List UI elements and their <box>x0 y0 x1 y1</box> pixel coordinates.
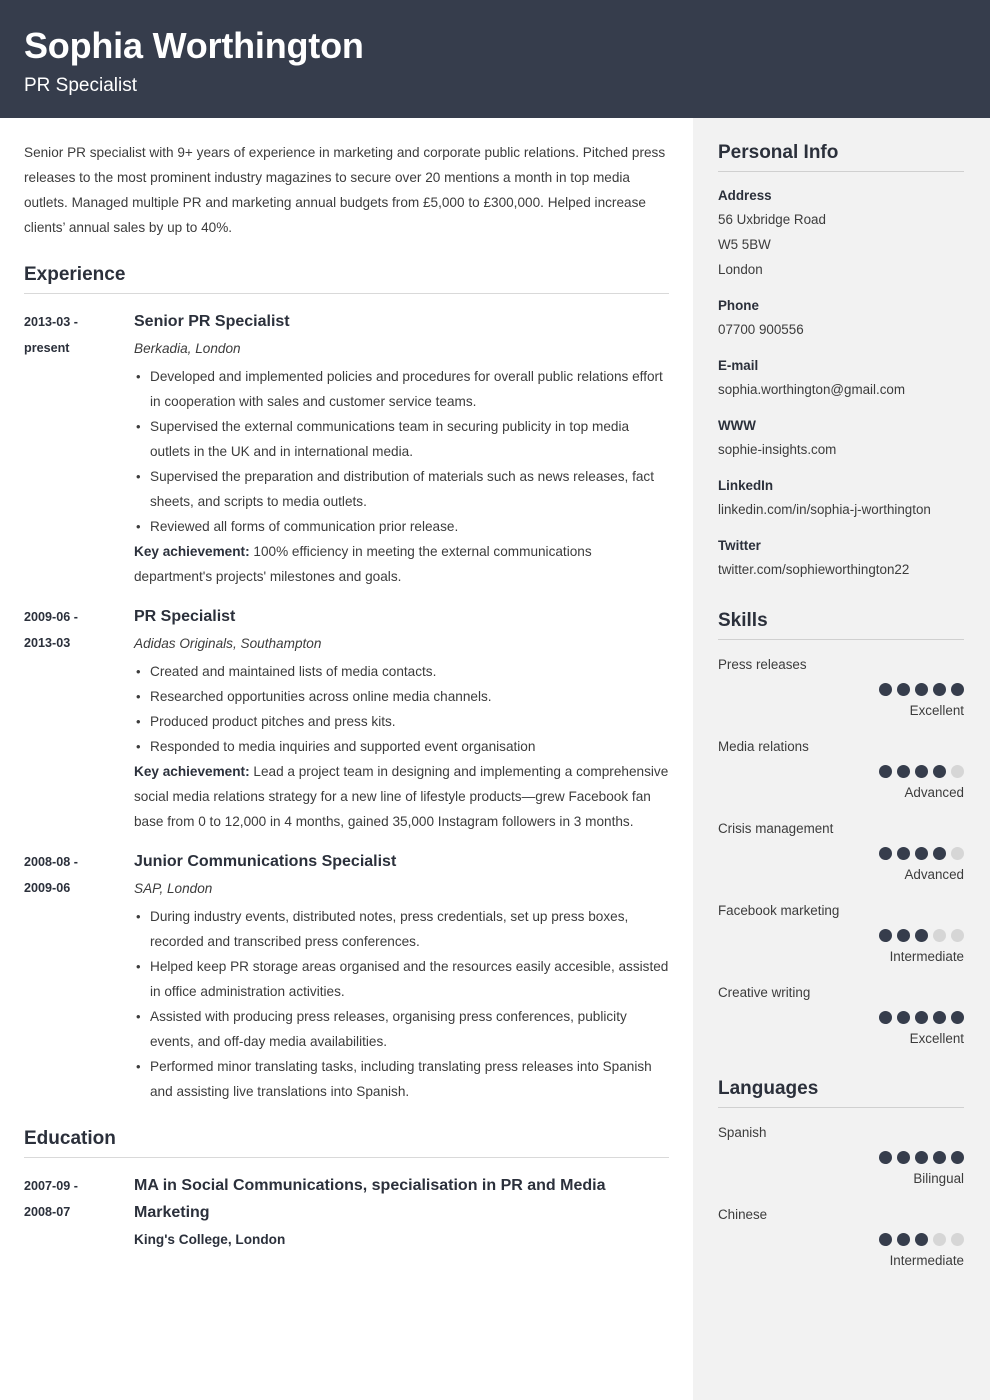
skill-item-name: Media relations <box>718 738 809 754</box>
rating-dot-filled <box>897 683 910 696</box>
rating-dot-filled <box>897 1151 910 1164</box>
entry-bullet-list <box>134 904 669 1104</box>
personal-info-value: W5 5BW <box>718 236 771 252</box>
rating-dot-filled <box>897 765 910 778</box>
language-item-name: Chinese <box>718 1206 768 1222</box>
entry-company: SAP, London <box>134 880 213 896</box>
rating-dot-empty <box>951 847 964 860</box>
skill-item <box>718 900 964 968</box>
rating-dot-filled <box>879 1151 892 1164</box>
entry-key-achievement <box>134 759 669 834</box>
entry-date-range <box>24 848 134 1104</box>
experience-heading: Experience <box>24 264 669 294</box>
personal-info-value: sophia.worthington@gmail.com <box>718 381 906 397</box>
personal-info-label: LinkedIn <box>718 477 774 493</box>
entry-bullet: • Developed and implemented policies and procedures for overall public relations effort in cooperation with sales and customer service teams. <box>134 364 669 414</box>
entry-date-to: 2008-07 <box>24 1204 71 1219</box>
skill-item-level: Intermediate <box>889 948 964 964</box>
skill-item-level: Excellent <box>909 702 964 718</box>
personal-info-label: WWW <box>718 417 756 433</box>
rating-dot-filled <box>933 683 946 696</box>
language-item-level: Intermediate <box>889 1252 964 1268</box>
rating-dot-filled <box>879 1233 892 1246</box>
candidate-name: Sophia Worthington <box>24 25 364 66</box>
entry-bullet-list <box>134 659 669 759</box>
candidate-job-title: PR Specialist <box>24 74 137 96</box>
entry-bullet: • Assisted with producing press releases, organising press conferences, publicity events, and off-day media availabilities. <box>134 1004 669 1054</box>
personal-info-item <box>718 355 964 402</box>
rating-dot-filled <box>951 683 964 696</box>
rating-dot-filled <box>933 1151 946 1164</box>
personal-info-heading: Personal Info <box>718 142 964 172</box>
personal-info-item <box>718 475 964 522</box>
rating-dot-filled <box>879 847 892 860</box>
entry-bullet: • Performed minor translating tasks, including translating press releases into Spanish and assisting live translations into Spanish. <box>134 1054 669 1104</box>
skill-item-dots <box>718 683 964 696</box>
personal-info-item <box>718 295 964 342</box>
key-achievement-text: Lead a project team in designing and implementing a comprehensive social media relations strategy for a new line of lifestyle products—grew Facebook fan base from 0 to 12,000 in 4 months, gained 35,000 Instagram followers in 3 months. <box>134 763 669 829</box>
entry-bullet: • Researched opportunities across online media channels. <box>134 684 669 709</box>
experience-entry <box>24 603 669 834</box>
skill-item-name: Press releases <box>718 656 807 672</box>
skill-item-level: Advanced <box>904 866 964 882</box>
experience-entry <box>24 848 669 1104</box>
language-item-level: Bilingual <box>913 1170 964 1186</box>
main-column <box>0 118 693 1400</box>
personal-info-value: 56 Uxbridge Road <box>718 211 826 227</box>
personal-info-label: Address <box>718 187 772 203</box>
entry-job-title: Senior PR Specialist <box>134 312 290 330</box>
rating-dot-empty <box>951 1233 964 1246</box>
rating-dot-filled <box>897 929 910 942</box>
entry-bullet: • During industry events, distributed notes, press credentials, set up press boxes, recorded and transcribed press conferences. <box>134 904 669 954</box>
skill-item-level: Advanced <box>904 784 964 800</box>
rating-dot-filled <box>915 1151 928 1164</box>
entry-bullet: • Supervised the preparation and distribution of materials such as news releases, fact sheets, and scripts to media outlets. <box>134 464 669 514</box>
rating-dot-filled <box>879 683 892 696</box>
entry-date-range <box>24 603 134 834</box>
entry-date-from: 2008-08 - <box>24 854 78 869</box>
personal-info-list <box>718 185 964 582</box>
key-achievement-label: Key achievement: <box>134 763 250 779</box>
rating-dot-filled <box>933 1011 946 1024</box>
sidebar <box>693 118 990 1400</box>
entry-date-to: present <box>24 340 70 355</box>
experience-list <box>24 308 669 1104</box>
entry-bullet: • Responded to media inquiries and supported event organisation <box>134 734 669 759</box>
personal-info-label: Phone <box>718 297 759 313</box>
rating-dot-filled <box>879 1011 892 1024</box>
personal-info-value: twitter.com/sophieworthington22 <box>718 561 910 577</box>
entry-job-title: Junior Communications Specialist <box>134 852 397 870</box>
entry-bullet-list <box>134 364 669 539</box>
skill-item-dots <box>718 929 964 942</box>
entry-date-range <box>24 308 134 589</box>
key-achievement-text: 100% efficiency in meeting the external communications department's projects' milestones and goals. <box>134 543 592 584</box>
rating-dot-filled <box>915 847 928 860</box>
entry-school: King's College, London <box>134 1231 286 1247</box>
rating-dot-empty <box>933 929 946 942</box>
skill-item-dots <box>718 765 964 778</box>
entry-date-to: 2013-03 <box>24 635 71 650</box>
personal-info-value: linkedin.com/in/sophia-j-worthington <box>718 501 931 517</box>
rating-dot-empty <box>951 765 964 778</box>
rating-dot-filled <box>933 847 946 860</box>
rating-dot-filled <box>915 1011 928 1024</box>
rating-dot-filled <box>879 765 892 778</box>
language-item-name: Spanish <box>718 1124 767 1140</box>
entry-bullet: • Created and maintained lists of media contacts. <box>134 659 669 684</box>
skills-heading: Skills <box>718 610 964 640</box>
resume-body <box>0 118 990 1400</box>
personal-info-label: Twitter <box>718 537 761 553</box>
entry-details <box>134 308 669 589</box>
rating-dot-filled <box>915 1233 928 1246</box>
skill-item-dots <box>718 847 964 860</box>
education-list <box>24 1172 669 1254</box>
skills-list <box>718 654 964 1050</box>
skill-item-name: Crisis management <box>718 820 834 836</box>
skill-item-name: Creative writing <box>718 984 811 1000</box>
personal-info-item <box>718 185 964 282</box>
entry-key-achievement <box>134 539 669 589</box>
entry-details <box>134 1172 669 1254</box>
language-item <box>718 1122 964 1190</box>
personal-info-value: 07700 900556 <box>718 321 804 337</box>
rating-dot-filled <box>915 683 928 696</box>
language-item-dots <box>718 1233 964 1246</box>
entry-details <box>134 848 669 1104</box>
entry-company: Berkadia, London <box>134 340 241 356</box>
experience-entry <box>24 308 669 589</box>
resume-header <box>0 0 990 118</box>
rating-dot-filled <box>897 847 910 860</box>
skill-item-level: Excellent <box>909 1030 964 1046</box>
personal-info-label: E-mail <box>718 357 759 373</box>
entry-details <box>134 603 669 834</box>
entry-bullet: • Produced product pitches and press kits. <box>134 709 669 734</box>
entry-degree: MA in Social Communications, specialisation in PR and Media Marketing <box>134 1176 606 1221</box>
skill-item <box>718 982 964 1050</box>
entry-date-from: 2013-03 - <box>24 314 78 329</box>
entry-job-title: PR Specialist <box>134 607 236 625</box>
entry-date-from: 2007-09 - <box>24 1178 78 1193</box>
rating-dot-filled <box>951 1011 964 1024</box>
skill-item-dots <box>718 1011 964 1024</box>
entry-bullet: • Supervised the external communications team in securing publicity in top media outlets in the UK and in international media. <box>134 414 669 464</box>
rating-dot-filled <box>897 1233 910 1246</box>
rating-dot-filled <box>915 765 928 778</box>
personal-info-value: sophie-insights.com <box>718 441 837 457</box>
skill-item <box>718 654 964 722</box>
rating-dot-filled <box>897 1011 910 1024</box>
skill-item-name: Facebook marketing <box>718 902 840 918</box>
rating-dot-filled <box>933 765 946 778</box>
key-achievement-label: Key achievement: <box>134 543 250 559</box>
entry-date-from: 2009-06 - <box>24 609 78 624</box>
professional-summary: Senior PR specialist with 9+ years of experience in marketing and corporate public relations. Pitched press releases to the most prominent industry magazines to secure over 20 mentions a month in top media outlets. Managed multiple PR and marketing annual budgets from £5,000 to £300,000. Helped increase clients’ annual sales by up to 40%. <box>24 145 666 235</box>
personal-info-item <box>718 535 964 582</box>
rating-dot-empty <box>951 929 964 942</box>
entry-bullet: • Reviewed all forms of communication prior release. <box>134 514 669 539</box>
entry-date-range <box>24 1172 134 1254</box>
languages-list <box>718 1122 964 1272</box>
language-item <box>718 1204 964 1272</box>
education-entry <box>24 1172 669 1254</box>
languages-heading: Languages <box>718 1078 964 1108</box>
education-heading: Education <box>24 1128 669 1158</box>
skill-item <box>718 736 964 804</box>
rating-dot-filled <box>915 929 928 942</box>
rating-dot-empty <box>933 1233 946 1246</box>
skill-item <box>718 818 964 886</box>
language-item-dots <box>718 1151 964 1164</box>
personal-info-value: London <box>718 261 763 277</box>
personal-info-item <box>718 415 964 462</box>
rating-dot-filled <box>951 1151 964 1164</box>
entry-date-to: 2009-06 <box>24 880 71 895</box>
entry-bullet: • Helped keep PR storage areas organised and the resources easily accesible, assisted in office administration activities. <box>134 954 669 1004</box>
entry-company: Adidas Originals, Southampton <box>134 635 322 651</box>
rating-dot-filled <box>879 929 892 942</box>
